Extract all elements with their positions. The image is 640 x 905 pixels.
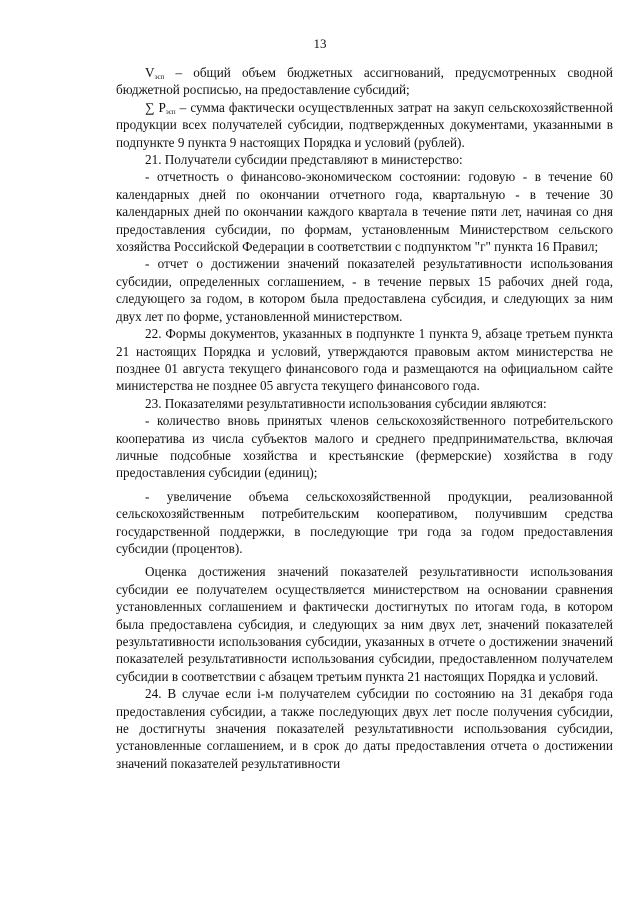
formula-symbol: ∑ P — [145, 99, 166, 115]
paragraph-22: 22. Формы документов, указанных в подпункте 1 пункта 9, абзаце третьем пункта 21 настоящих Порядка и условий, утверждаются правовым актом министерства не позднее 01 августа текущего финансового года и размещаются на официальном сайте министерства не позднее 05 августа текущего финансового года. — [116, 326, 613, 394]
paragraph-assessment: Оценка достижения значений показателей результативности использования субсидии ее получателем осуществляется министерством на основании сравнения установленных соглашением и фактически достигнутых по итогам года, в котором была предоставлена субсидия, и следующих за ним двух лет, значений показателей результативности использования субсидии, указанных в отчете о достижении значений показателей результативности использования субсидии, предоставленном получателем субсидии в соответствии с абзацем третьим пункта 21 настоящих Порядка и условий. — [116, 564, 613, 684]
paragraph-21-reporting: - отчетность о финансово-экономическом состоянии: годовую - в течение 60 календарных дней по окончании отчетного года, квартальную - в течение 30 календарных дней по окончании каждого квартала в течение пяти лет, начиная со дня предоставления субсидии, по формам, установленным Министерством сельского хозяйства Российской Федерации в соответствии с подпунктом "г" пункта 16 Правил; — [116, 169, 613, 255]
paragraph-sum-p-esp — [116, 99, 613, 151]
paragraph-21: 21. Получатели субсидии представляют в министерство: — [145, 152, 463, 168]
paragraph-23-members: - количество вновь принятых членов сельскохозяйственного потребительского кооператива из числа субъектов малого и среднего предпринимательства, включая личные подсобные хозяйства и крестьянские (фермерские) хозяйства в году предоставления субсидии (единиц); — [116, 413, 613, 481]
paragraph-21-results-report: - отчет о достижении значений показателей результативности использования субсидии, определенных соглашением, - в течение первых 15 рабочих дней года, следующего за годом, в котором была предоставлена субсидия, и следующих за ним двух лет по форме, установленной министерством. — [116, 256, 613, 324]
document-body — [116, 64, 613, 772]
page-number: 13 — [313, 36, 327, 51]
paragraph-text: – сумма фактически осуществленных затрат на закуп сельскохозяйственной продукции всех получателей субсидии, подтвержденных документами, указанными в подпункте 9 пункта 9 настоящих Порядка и условий (рублей). — [116, 99, 613, 150]
paragraph-24: 24. В случае если i-м получателем субсидии по состоянию на 31 декабря года предоставления субсидии, а также последующих двух лет после получения субсидии, не достигнуты значения показателей результативности использования субсидии, установленные соглашением, и в срок до даты предоставления отчета о достижении значений показателей результативности — [116, 686, 613, 771]
paragraph-text: – общий объем бюджетных ассигнований, предусмотренных сводной бюджетной росписью, на предоставление субсидий; — [116, 65, 613, 98]
paragraph-23-volume: - увеличение объема сельскохозяйственной продукции, реализованной сельскохозяйственным потребительским кооперативом, получившим средства государственной поддержки, в последующие три года за годом предоставления субсидии (процентов). — [116, 488, 613, 556]
paragraph-23: 23. Показателями результативности использования субсидии являются: — [145, 395, 547, 411]
formula-subscript: эсп — [165, 107, 176, 116]
formula-symbol: V — [145, 65, 155, 80]
paragraph-v-esp — [116, 64, 613, 99]
formula-subscript: эсп — [154, 73, 165, 81]
